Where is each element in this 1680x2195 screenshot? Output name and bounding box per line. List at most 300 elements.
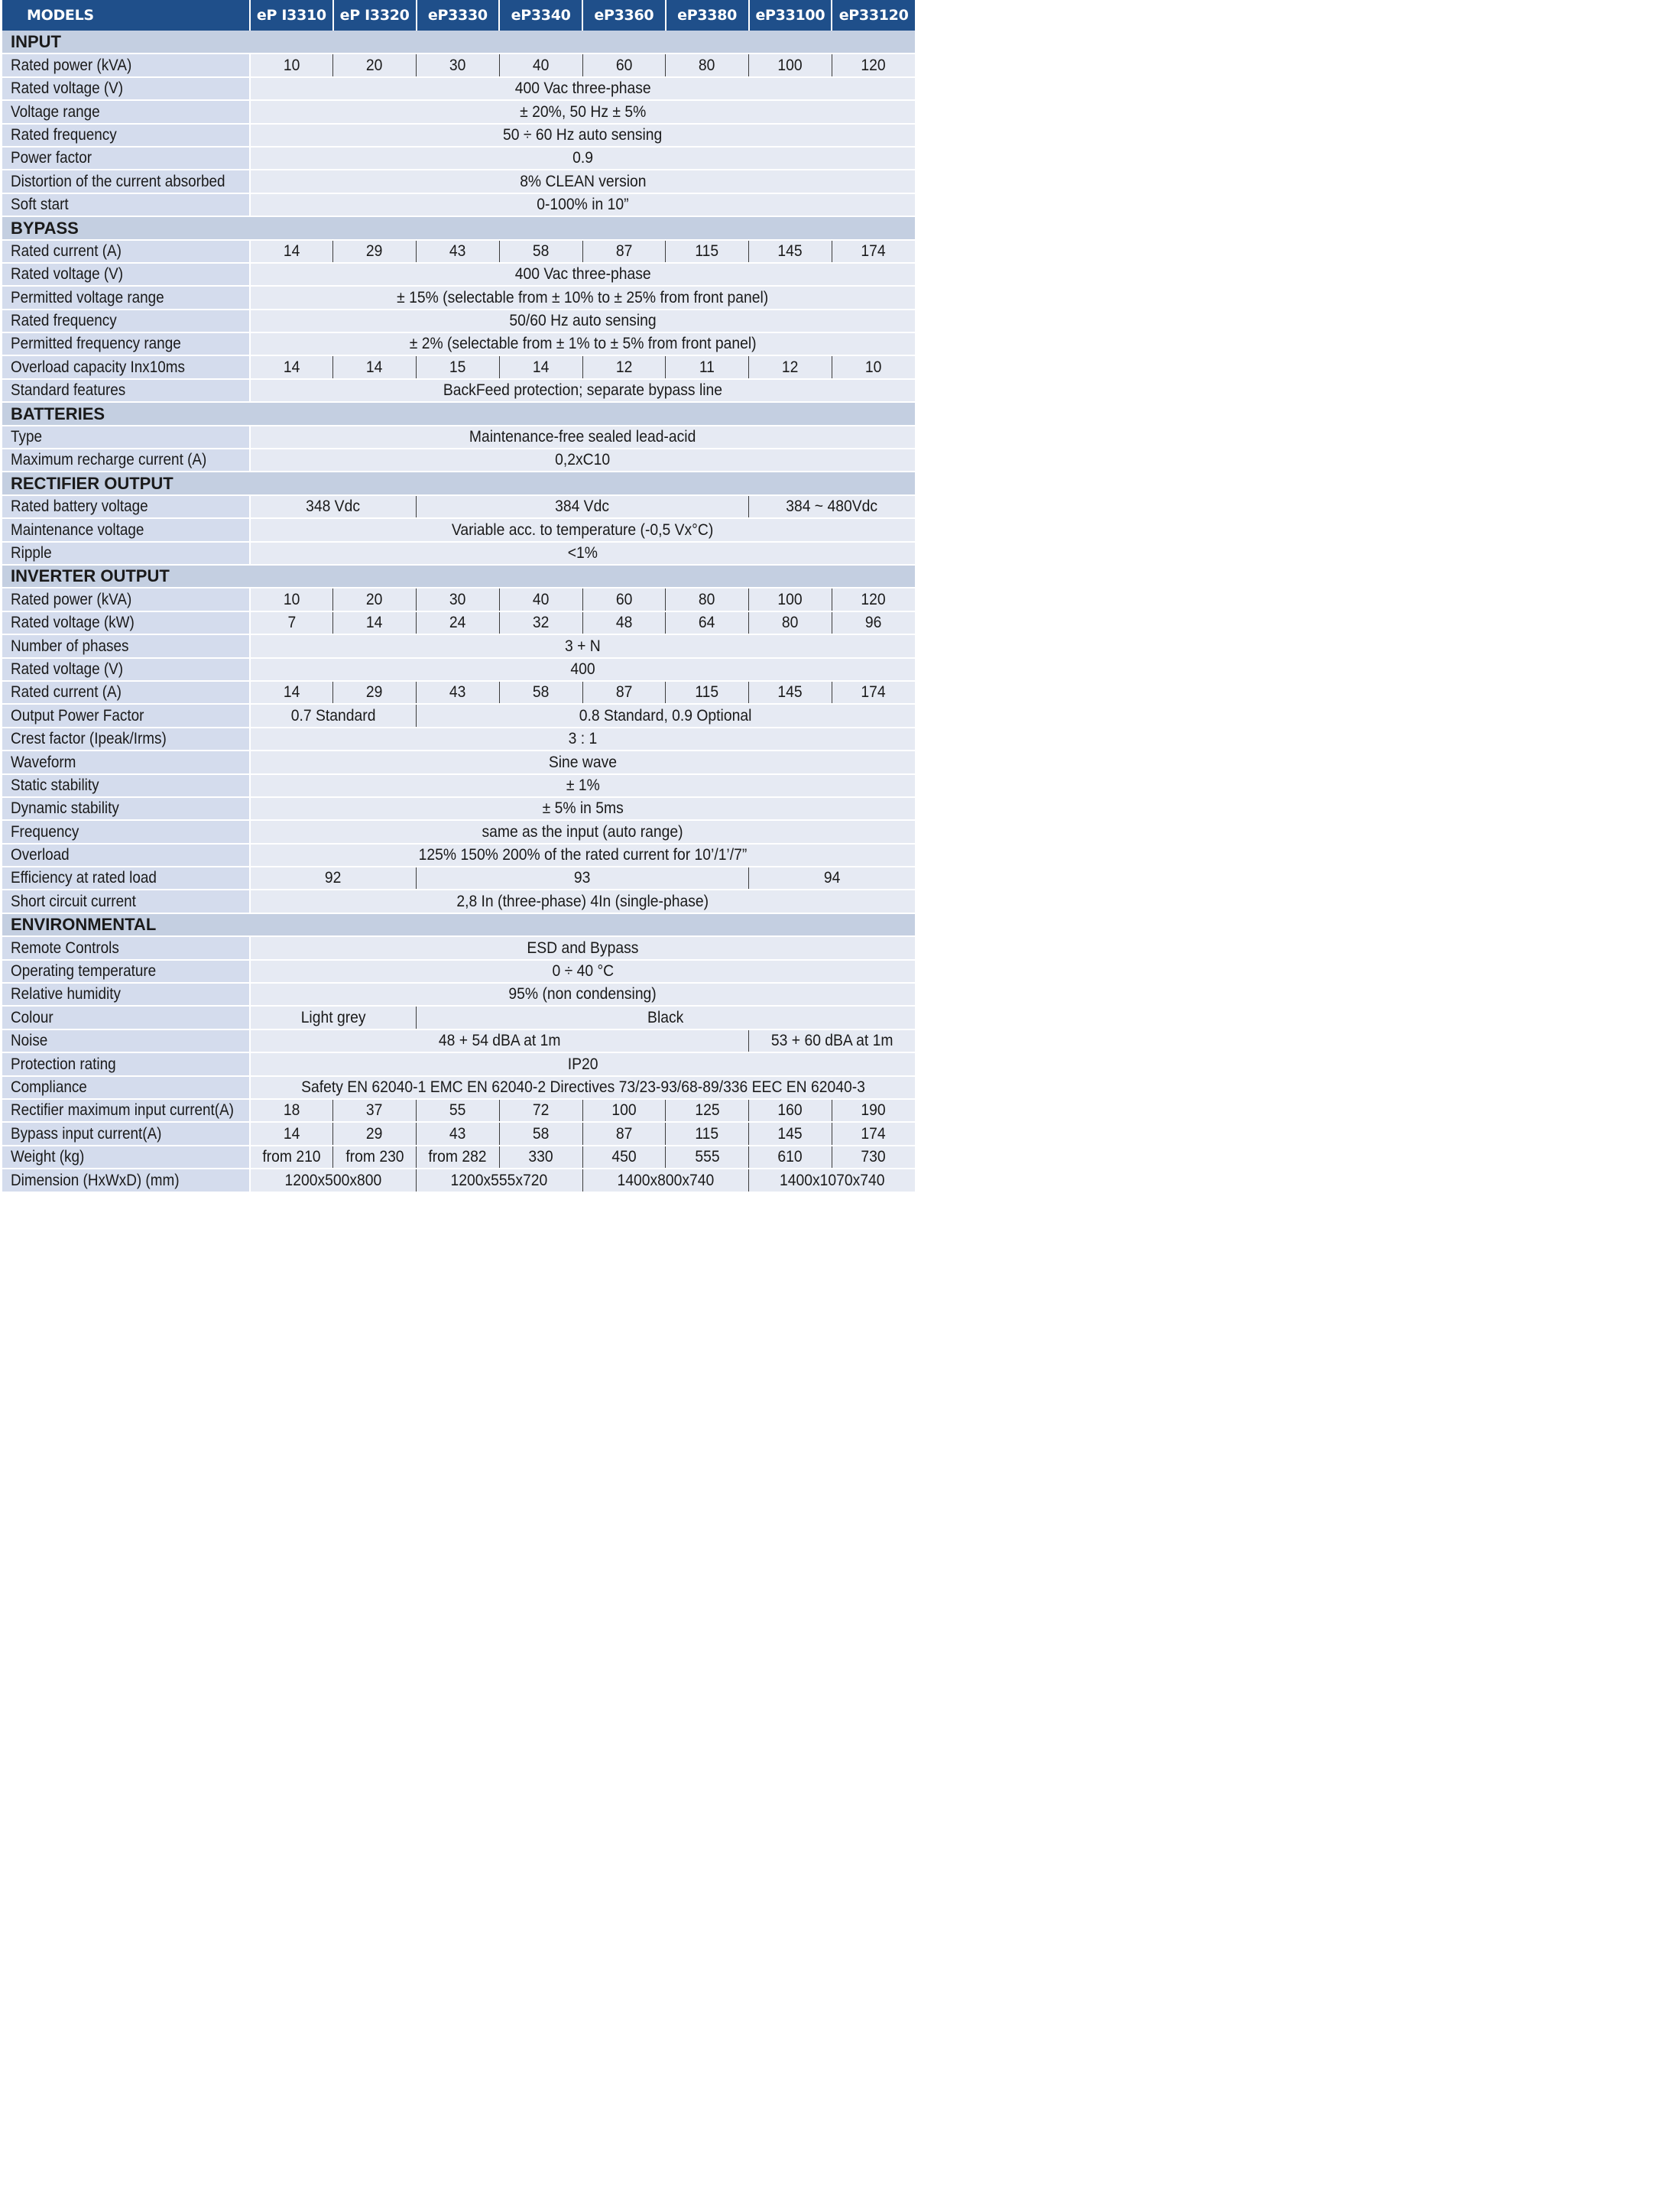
- row-label-cell: [2, 147, 250, 170]
- table-row: [2, 100, 915, 123]
- row-label: Permitted frequency range: [11, 335, 181, 353]
- cell-value: 610: [777, 1148, 803, 1166]
- table-row: [2, 1099, 915, 1122]
- table-row: [2, 1122, 915, 1145]
- row-label-cell: [2, 379, 250, 402]
- cell-value: 29: [366, 1124, 383, 1143]
- value-cell: [499, 681, 582, 704]
- cell-value: 450: [611, 1148, 637, 1166]
- row-label-cell: [2, 774, 250, 797]
- cell-value: Maintenance-free sealed lead-acid: [469, 428, 696, 446]
- cell-value: 7: [287, 614, 297, 632]
- table-row: [2, 379, 915, 402]
- value-cell: [666, 355, 749, 378]
- cell-value: 1400x1070x740: [779, 1171, 885, 1189]
- section-header-row: [2, 913, 915, 936]
- value-cell: [250, 890, 915, 913]
- row-label: Rated power (kVA): [11, 56, 132, 74]
- specifications-table: [2, 0, 915, 1193]
- value-cell: [250, 611, 333, 634]
- value-cell: [250, 1029, 749, 1052]
- table-row: [2, 355, 915, 378]
- value-cell: [250, 751, 915, 773]
- table-row: [2, 426, 915, 449]
- cell-value: from 230: [345, 1148, 404, 1166]
- cell-value: Sine wave: [548, 753, 618, 771]
- value-cell: [666, 588, 749, 611]
- value-cell: [582, 611, 666, 634]
- row-label: Rectifier maximum input current(A): [11, 1101, 234, 1120]
- row-label: Distortion of the current absorbed: [11, 172, 225, 190]
- row-label-cell: [2, 960, 250, 983]
- cell-value: 43: [449, 683, 466, 702]
- value-cell: [499, 1099, 582, 1122]
- cell-value: 12: [615, 358, 633, 376]
- table-row: [2, 1146, 915, 1169]
- cell-value: 125: [694, 1101, 720, 1120]
- table-header: [2, 0, 915, 31]
- cell-value: 29: [366, 683, 383, 702]
- row-label-cell: [2, 797, 250, 820]
- table-row: [2, 588, 915, 611]
- cell-value: 125% 150% 200% of the rated current for 10’/1’/7”: [418, 846, 748, 864]
- value-cell: [333, 53, 417, 76]
- value-cell: [749, 1122, 832, 1145]
- section-title: ENVIRONMENTAL: [2, 913, 250, 936]
- table-row: [2, 820, 915, 843]
- row-label: Colour: [11, 1008, 54, 1026]
- cell-value: 0 ÷ 40 °C: [552, 962, 614, 981]
- row-label-cell: [2, 704, 250, 727]
- table-row: [2, 286, 915, 309]
- value-cell: [749, 588, 832, 611]
- value-cell: [250, 983, 915, 1006]
- row-label: Power factor: [11, 149, 92, 167]
- row-label: Efficiency at rated load: [11, 869, 157, 887]
- section-fill: [250, 216, 915, 239]
- value-cell: [250, 960, 915, 983]
- value-cell: [250, 1099, 333, 1122]
- value-cell: [250, 518, 915, 541]
- table-row: [2, 263, 915, 286]
- value-cell: [499, 611, 582, 634]
- value-cell: [749, 867, 916, 890]
- value-cell: [499, 1122, 582, 1145]
- value-cell: [333, 681, 417, 704]
- row-label-cell: [2, 1169, 250, 1192]
- row-label-cell: [2, 286, 250, 309]
- value-cell: [417, 681, 500, 704]
- table-row: [2, 449, 915, 472]
- section-title: BYPASS: [2, 216, 250, 239]
- value-cell: [832, 355, 915, 378]
- value-cell: [582, 1146, 666, 1169]
- value-cell: [666, 1099, 749, 1122]
- cell-value: 1200x500x800: [284, 1171, 382, 1189]
- row-label-cell: [2, 820, 250, 843]
- row-label-cell: [2, 983, 250, 1006]
- cell-value: 2,8 In (three-phase) 4In (single-phase): [456, 892, 709, 910]
- cell-value: 92: [325, 869, 342, 887]
- value-cell: [250, 379, 915, 402]
- cell-value: 0,2xC10: [555, 451, 611, 469]
- model-header: eP3380: [666, 0, 749, 31]
- row-label: Rated voltage (V): [11, 660, 124, 678]
- value-cell: [832, 611, 915, 634]
- row-label-cell: [2, 1052, 250, 1075]
- cell-value: from 282: [428, 1148, 487, 1166]
- row-label: Noise: [11, 1032, 48, 1050]
- value-cell: [666, 53, 749, 76]
- model-header: eP33120: [832, 0, 915, 31]
- value-cell: [250, 936, 915, 959]
- value-cell: [417, 53, 500, 76]
- cell-value: 3 : 1: [568, 730, 598, 748]
- model-header: eP I3310: [250, 0, 333, 31]
- cell-value: 24: [449, 614, 466, 632]
- table-row: [2, 518, 915, 541]
- cell-value: ± 2% (selectable from ± 1% to ± 5% from front panel): [409, 335, 757, 353]
- table-row: [2, 844, 915, 867]
- row-label: Soft start: [11, 196, 69, 214]
- table-row: [2, 797, 915, 820]
- table-row: [2, 193, 915, 216]
- row-label-cell: [2, 193, 250, 216]
- row-label-cell: [2, 518, 250, 541]
- cell-value: 43: [449, 1124, 466, 1143]
- value-cell: [250, 193, 915, 216]
- value-cell: [832, 53, 915, 76]
- value-cell: [250, 867, 417, 890]
- table-row: [2, 1076, 915, 1099]
- value-cell: [832, 1122, 915, 1145]
- section-header-row: [2, 472, 915, 494]
- table-row: [2, 170, 915, 193]
- row-label: Compliance: [11, 1078, 87, 1096]
- cell-value: 0-100% in 10”: [537, 196, 629, 214]
- table-row: [2, 1052, 915, 1075]
- cell-value: ± 20%, 50 Hz ± 5%: [519, 102, 647, 121]
- cell-value: 32: [532, 614, 550, 632]
- value-cell: [333, 355, 417, 378]
- value-cell: [582, 1169, 749, 1192]
- value-cell: [250, 1169, 417, 1192]
- cell-value: Black: [647, 1008, 684, 1026]
- row-label-cell: [2, 681, 250, 704]
- cell-value: 18: [283, 1101, 300, 1120]
- value-cell: [250, 797, 915, 820]
- cell-value: 50 ÷ 60 Hz auto sensing: [503, 125, 663, 144]
- value-cell: [666, 1146, 749, 1169]
- value-cell: [250, 1122, 333, 1145]
- row-label: Crest factor (Ipeak/Irms): [11, 730, 167, 748]
- value-cell: [250, 728, 915, 751]
- row-label: Overload: [11, 846, 70, 864]
- value-cell: [250, 100, 915, 123]
- value-cell: [666, 611, 749, 634]
- value-cell: [582, 1099, 666, 1122]
- row-label: Ripple: [11, 543, 52, 562]
- cell-value: 330: [528, 1148, 553, 1166]
- value-cell: [250, 147, 915, 170]
- value-cell: [749, 1099, 832, 1122]
- row-label: Rated frequency: [11, 125, 117, 144]
- value-cell: [582, 588, 666, 611]
- models-header: MODELS: [2, 0, 250, 31]
- row-label-cell: [2, 542, 250, 565]
- value-cell: [832, 240, 915, 263]
- value-cell: [749, 240, 832, 263]
- cell-value: 80: [699, 590, 715, 608]
- value-cell: [250, 124, 915, 147]
- value-cell: [250, 681, 333, 704]
- value-cell: [250, 495, 417, 518]
- cell-value: 1200x555x720: [450, 1171, 548, 1189]
- row-label-cell: [2, 77, 250, 100]
- model-header: eP3340: [499, 0, 582, 31]
- cell-value: 50/60 Hz auto sensing: [509, 312, 657, 330]
- cell-value: 53 + 60 dBA at 1m: [770, 1032, 894, 1050]
- cell-value: 15: [449, 358, 466, 376]
- section-header-row: [2, 402, 915, 425]
- value-cell: [666, 1122, 749, 1145]
- cell-value: 145: [777, 683, 803, 702]
- row-label: Rated voltage (kW): [11, 614, 135, 632]
- cell-value: ± 5% in 5ms: [542, 799, 624, 818]
- value-cell: [666, 681, 749, 704]
- row-label-cell: [2, 658, 250, 681]
- row-label-cell: [2, 751, 250, 773]
- cell-value: 14: [366, 614, 383, 632]
- value-cell: [582, 53, 666, 76]
- cell-value: 30: [449, 56, 466, 74]
- cell-value: 20: [366, 590, 383, 608]
- value-cell: [499, 588, 582, 611]
- value-cell: [250, 634, 915, 657]
- cell-value: 72: [532, 1101, 550, 1120]
- table-row: [2, 658, 915, 681]
- row-label-cell: [2, 728, 250, 751]
- cell-value: 100: [777, 56, 803, 74]
- row-label: Number of phases: [11, 637, 129, 655]
- section-title: INPUT: [2, 31, 250, 53]
- model-header: eP3360: [582, 0, 666, 31]
- section-fill: [250, 402, 915, 425]
- cell-value: 58: [532, 683, 550, 702]
- value-cell: [417, 1006, 916, 1029]
- row-label-cell: [2, 588, 250, 611]
- row-label: Standard features: [11, 381, 126, 400]
- value-cell: [250, 1076, 915, 1099]
- value-cell: [250, 286, 915, 309]
- row-label: Weight (kg): [11, 1148, 85, 1166]
- table-row: [2, 634, 915, 657]
- cell-value: 0.8 Standard, 0.9 Optional: [579, 706, 752, 725]
- cell-value: 43: [449, 242, 466, 260]
- value-cell: [250, 1146, 333, 1169]
- value-cell: [417, 355, 500, 378]
- cell-value: 48: [615, 614, 633, 632]
- section-title: BATTERIES: [2, 402, 250, 425]
- value-cell: [749, 1029, 916, 1052]
- section-fill: [250, 565, 915, 588]
- value-cell: [250, 704, 417, 727]
- value-cell: [250, 1006, 417, 1029]
- cell-value: 100: [611, 1101, 637, 1120]
- row-label: Short circuit current: [11, 892, 136, 910]
- value-cell: [417, 611, 500, 634]
- row-label: Protection rating: [11, 1055, 116, 1073]
- value-cell: [832, 681, 915, 704]
- row-label-cell: [2, 449, 250, 472]
- cell-value: 60: [615, 56, 633, 74]
- value-cell: [333, 240, 417, 263]
- cell-value: 115: [695, 242, 719, 260]
- table-row: [2, 1029, 915, 1052]
- cell-value: 14: [283, 683, 300, 702]
- value-cell: [250, 844, 915, 867]
- row-label: Dimension (HxWxD) (mm): [11, 1171, 180, 1189]
- value-cell: [250, 449, 915, 472]
- cell-value: 58: [532, 1124, 550, 1143]
- cell-value: 120: [861, 590, 886, 608]
- value-cell: [582, 240, 666, 263]
- cell-value: 29: [366, 242, 383, 260]
- value-cell: [417, 495, 749, 518]
- cell-value: 174: [861, 1124, 886, 1143]
- cell-value: 120: [861, 56, 886, 74]
- section-header-row: [2, 31, 915, 53]
- value-cell: [832, 1099, 915, 1122]
- cell-value: 20: [366, 56, 383, 74]
- table-row: [2, 310, 915, 332]
- cell-value: 3 + N: [565, 637, 601, 655]
- cell-value: 190: [861, 1101, 886, 1120]
- cell-value: 1400x800x740: [617, 1171, 715, 1189]
- cell-value: Light grey: [300, 1008, 366, 1026]
- cell-value: 11: [699, 358, 715, 376]
- cell-value: 384 ~ 480Vdc: [786, 498, 878, 516]
- row-label: Maintenance voltage: [11, 520, 144, 539]
- cell-value: 730: [861, 1148, 886, 1166]
- row-label-cell: [2, 1146, 250, 1169]
- row-label: Type: [11, 428, 42, 446]
- value-cell: [582, 355, 666, 378]
- cell-value: 145: [777, 242, 803, 260]
- table-row: [2, 332, 915, 355]
- value-cell: [417, 588, 500, 611]
- cell-value: 14: [532, 358, 550, 376]
- table-row: [2, 1169, 915, 1192]
- cell-value: 40: [532, 590, 550, 608]
- row-label: Permitted voltage range: [11, 288, 164, 306]
- value-cell: [417, 1169, 583, 1192]
- value-cell: [250, 53, 333, 76]
- section-fill: [250, 31, 915, 53]
- value-cell: [333, 588, 417, 611]
- row-label-cell: [2, 100, 250, 123]
- value-cell: [417, 1122, 500, 1145]
- row-label-cell: [2, 355, 250, 378]
- row-label-cell: [2, 1076, 250, 1099]
- value-cell: [749, 611, 832, 634]
- section-header-row: [2, 565, 915, 588]
- cell-value: 58: [532, 242, 550, 260]
- row-label-cell: [2, 53, 250, 76]
- value-cell: [250, 542, 915, 565]
- cell-value: 384 Vdc: [555, 498, 610, 516]
- value-cell: [250, 820, 915, 843]
- table-row: [2, 77, 915, 100]
- cell-value: from 210: [262, 1148, 321, 1166]
- value-cell: [250, 1052, 915, 1075]
- row-label-cell: [2, 310, 250, 332]
- row-label: Rated voltage (V): [11, 79, 124, 98]
- row-label: Frequency: [11, 822, 79, 841]
- value-cell: [417, 1146, 500, 1169]
- table-row: [2, 124, 915, 147]
- cell-value: <1%: [567, 543, 598, 562]
- section-title: INVERTER OUTPUT: [2, 565, 250, 588]
- cell-value: BackFeed protection; separate bypass line: [443, 381, 723, 400]
- row-label-cell: [2, 1029, 250, 1052]
- cell-value: 14: [366, 358, 383, 376]
- row-label-cell: [2, 634, 250, 657]
- cell-value: 96: [865, 614, 882, 632]
- cell-value: 400: [570, 660, 595, 678]
- row-label: Voltage range: [11, 102, 100, 121]
- cell-value: 37: [366, 1101, 383, 1120]
- model-header: eP33100: [749, 0, 832, 31]
- row-label-cell: [2, 426, 250, 449]
- cell-value: 0.7 Standard: [290, 706, 376, 725]
- value-cell: [749, 495, 916, 518]
- row-label-cell: [2, 936, 250, 959]
- value-cell: [250, 263, 915, 286]
- row-label: Overload capacity Inx10ms: [11, 358, 185, 376]
- value-cell: [499, 355, 582, 378]
- value-cell: [749, 355, 832, 378]
- table-row: [2, 936, 915, 959]
- row-label-cell: [2, 1122, 250, 1145]
- value-cell: [250, 332, 915, 355]
- cell-value: 0.9: [572, 149, 593, 167]
- cell-value: 10: [283, 590, 300, 608]
- value-cell: [499, 53, 582, 76]
- row-label: Rated current (A): [11, 683, 122, 702]
- spec-sheet: [0, 0, 917, 1201]
- table-row: [2, 681, 915, 704]
- table-row: [2, 983, 915, 1006]
- value-cell: [417, 867, 749, 890]
- cell-value: IP20: [567, 1055, 598, 1073]
- value-cell: [582, 681, 666, 704]
- table-row: [2, 867, 915, 890]
- table-row: [2, 1006, 915, 1029]
- row-label: Rated battery voltage: [11, 498, 148, 516]
- row-label: Dynamic stability: [11, 799, 119, 818]
- cell-value: 87: [615, 1124, 633, 1143]
- value-cell: [832, 1146, 915, 1169]
- cell-value: 174: [861, 683, 886, 702]
- cell-value: ± 1%: [566, 776, 600, 794]
- cell-value: 174: [861, 242, 886, 260]
- row-label-cell: [2, 1099, 250, 1122]
- value-cell: [333, 611, 417, 634]
- cell-value: 80: [782, 614, 799, 632]
- value-cell: [417, 1099, 500, 1122]
- row-label-cell: [2, 1006, 250, 1029]
